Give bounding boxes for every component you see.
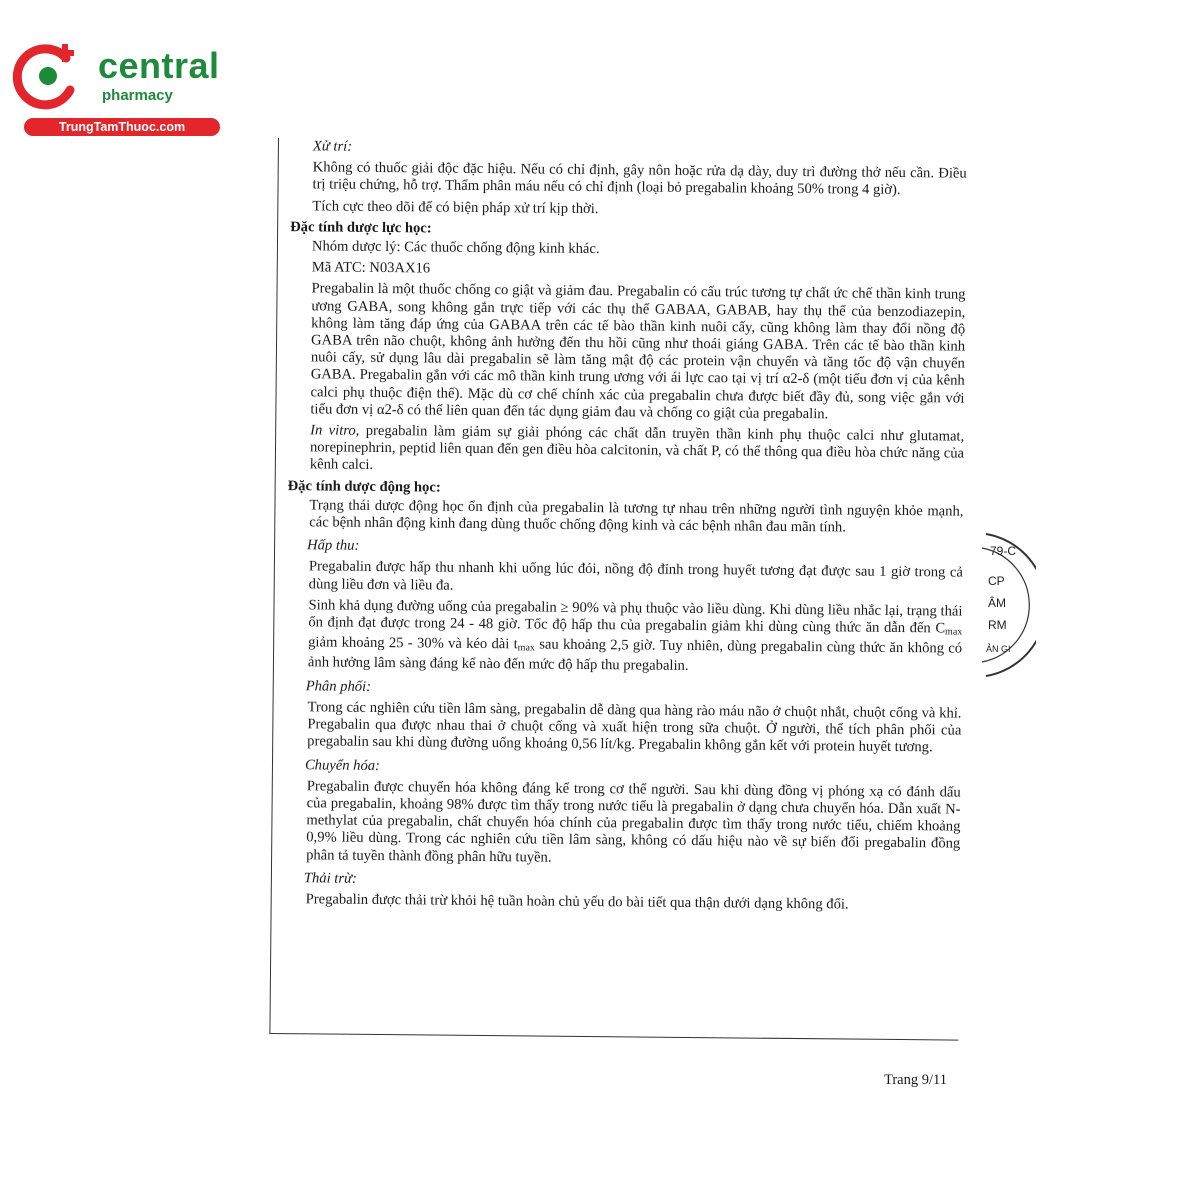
document-body [284, 138, 967, 919]
distribution-paragraph-1: Trong các nghiên cứu tiền lâm sàng, pregabalin dễ dàng qua hàng rào máu não ở chuột nhắt, chuột cống và khỉ. Pregabalin qua được nhau thai ở chuột cống và xuất hiện trong sữa chuột. Ở người, thể tích phân phối của pregabalin sau khi dùng đường uống khoảng 0,56 lít/kg. Pregabalin không gắn kết với protein huyết tương. [307, 699, 962, 756]
stamp-text-1: 79-C [990, 544, 1017, 558]
excretion-paragraph-1: Pregabalin được thải trừ khỏi hệ tuần hoàn chủ yếu do bài tiết qua thận dưới dạng không đổi. [305, 891, 849, 913]
atc-code: Mã ATC: N03AX16 [311, 259, 431, 277]
xu-tri-paragraph-1: Không có thuốc giải độc đặc hiệu. Nếu có chỉ định, gây nôn hoặc rửa dạ dày, duy trì đường thở nếu cần. Điều trị triệu chứng, hỗ trợ. Thẩm phân máu nếu có chỉ định (loại bỏ pregabalin khoảng 50% trong 4 giờ). [312, 159, 967, 199]
pharmacokinetics-paragraph-1: Trạng thái dược động học ổn định của pregabalin là tương tự nhau trên những người tình nguyện khỏe mạnh, các bệnh nhân động kinh đang dùng thuốc chống động kinh và các bệnh nhân đau mãn tính. [309, 497, 964, 536]
stamp-text-3: ÂM [988, 596, 1006, 610]
page-number: Trang 9/11 [884, 1072, 947, 1088]
tmax-subscript: max [517, 642, 535, 654]
excretion-subheading: Thải trừ: [303, 870, 357, 887]
pharmacologic-group: Nhóm dược lý: Các thuốc chống động kinh khác. [311, 238, 600, 258]
pharmacokinetics-heading: Đặc tính dược động học: [287, 477, 441, 496]
in-vitro-label: In vitro, [310, 422, 360, 439]
absorption-paragraph-1: Pregabalin được hấp thu nhanh khi uống lúc đói, nồng độ đỉnh trong huyết tương đạt được sau 1 giờ trong cả dùng liều đơn và liều đa. [308, 558, 963, 594]
logo-subtitle: pharmacy [102, 87, 173, 104]
logo-name: central [98, 45, 220, 86]
brand-logo [10, 38, 220, 138]
logo-website: TrungTamThuoc.com [24, 118, 220, 136]
pharmacodynamics-paragraph-1: Pregabalin là một thuốc chống co giật và giảm đau. Pregabalin có cấu trúc tương tự chất ức chế thần kinh trung ương GABA, song không gắn trực tiếp với các thụ thể GABAA, GABAB, hay thụ thể của benzodiazepin, không làm tăng đáp ứng của GABAA trên các tế bào thần kinh nuôi cấy, cũng không làm thay đổi nồng độ GABA trên não chuột, không ảnh hưởng đến thu hồi cũng như thoái giáng GABA. Trên các tế bào thần kinh nuôi cấy, sử dụng lâu dài pregabalin sẽ làm tăng mật độ các protein vận chuyển và tăng tốc độ vận chuyển GABA. Pregabalin gắn với các mô thần kinh trung ương với ái lực cao tại vị trí α2-δ (một tiểu đơn vị của kênh calci phụ thuộc điện thế). Mặc dù cơ chế chính xác của pregabalin chưa được biết đầy đủ, song việc gắn với tiểu đơn vị α2-δ có thể liên quan đến tác dụng giảm đau và chống co giật của pregabalin. [310, 280, 966, 423]
cmax-subscript: max [945, 626, 963, 638]
pharmacodynamics-paragraph-2 [288, 422, 964, 480]
section-xu-tri-title: Xử trí: [312, 138, 353, 155]
stamp-text-4: RM [988, 618, 1007, 632]
stamp-text-5: ẢN GI [986, 644, 1011, 654]
absorption-text-b: giảm khoảng 25 - 30% và kéo dài t [308, 634, 518, 653]
absorption-subheading: Hấp thu: [307, 537, 360, 555]
partial-stamp [976, 530, 1036, 680]
metabolism-subheading: Chuyển hóa: [304, 756, 381, 774]
absorption-text-a: Sinh khả dụng đường uống của pregabalin ≥ 90% và phụ thuộc vào liều dùng. Khi dùng liều nhắc lại, trạng thái ổn định đạt được trong 24 - 48 giờ. Tốc độ hấp thu của pregabalin giảm khi dùng cùng thức ăn dẫn đến C [308, 597, 963, 637]
document-page [269, 138, 967, 1041]
absorption-text-c: sau khoảng 2,5 giờ. Tuy nhiên, dùng pregabalin cùng thức ăn không có ảnh hưởng lâm sàng đáng kể nào đến mức độ hấp thu pregabalin. [307, 636, 963, 675]
xu-tri-paragraph-2: Tích cực theo dõi để có biện pháp xử trí kịp thời. [312, 197, 599, 217]
distribution-subheading: Phân phối: [305, 677, 372, 695]
absorption-paragraph-2 [286, 597, 963, 678]
metabolism-paragraph-1: Pregabalin được chuyển hóa không đáng kể trong cơ thể người. Sau khi dùng đồng vị phóng xạ có đánh dấu của pregabalin, khoảng 98% được tìm thấy trong nước tiểu là pregabalin ở dạng chưa chuyển hóa. Dẫn xuất N-methylat của pregabalin, chất chuyển hóa chính của pregabalin được tìm thấy trong nước tiểu, chiếm khoảng 0,9% liều dùng. Trong các nghiên cứu tiền lâm sàng, không có dấu hiệu nào về sự biến đổi pregabalin đồng phân tả tuyền thành đồng phân hữu tuyền. [306, 778, 961, 866]
stamp-text-2: CP [988, 574, 1005, 588]
in-vitro-text: pregabalin làm giảm sự giải phóng các chất dẫn truyền thần kinh phụ thuộc calci như glutamat, norepinephrin, peptid liên quan đến gen điều hòa calcitonin, và chất P, có thể thông qua điều hòa chức năng của kênh calci. [309, 422, 965, 474]
central-pharmacy-logo-icon [10, 38, 88, 116]
pharmacodynamics-heading: Đặc tính dược lực học: [290, 218, 432, 237]
